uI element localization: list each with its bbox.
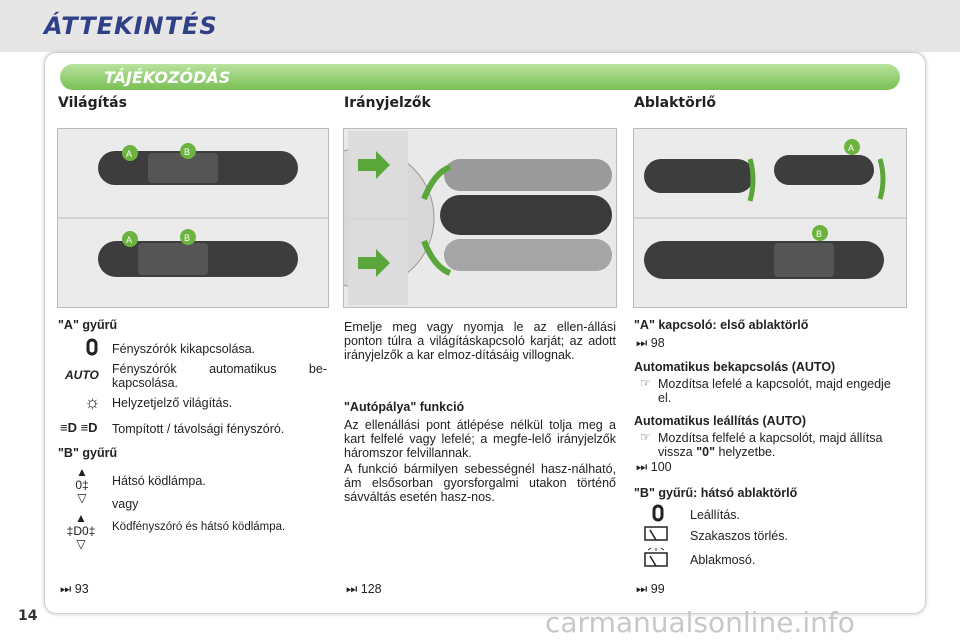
a-item-off: Fényszórók kikapcsolása. [112,342,256,356]
indicator-para-2: Az ellenállási pont átlépése nélkül tolja meg a kart felfelé vagy lefelé; a megfe-lelő irányjelzők háromszor felvillannak. [344,418,616,460]
a-item-auto: Fényszórók automatikus be-kapcsolása. [112,362,327,390]
auto-off-position: "0" [696,445,716,459]
front-rear-fog-icon: ▲ ‡D0‡ ▽ [66,511,96,551]
ref-indicators-number: 128 [360,582,382,596]
section-title: TÁJÉKOZÓDÁS [104,68,231,87]
headlight-icon: ≡D ≡D [60,420,98,435]
page-title: ÁTTEKINTÉS [44,12,218,40]
ref-arrow-icon: ⏭ [346,582,358,596]
wiper-stalk-image [633,128,907,308]
page-number: 14 [18,608,38,624]
ref-front-wiper-number: 98 [650,336,665,350]
auto-off-text-part2: helyzetbe. [715,445,776,459]
b-item-or: vagy [112,497,139,511]
ref-wipers-number: 99 [650,582,665,596]
svg-text:A: A [126,149,133,159]
ref-front-wiper [636,336,665,351]
ref-auto-number: 100 [650,460,672,474]
auto-on-heading: Automatikus bekapcsolás (AUTO) [634,360,836,374]
switch-a-heading: "A" kapcsoló: első ablaktörlő [634,318,809,332]
motorway-heading: "Autópálya" funkció [344,400,465,414]
auto-off-text [658,431,898,459]
ref-arrow-icon: ⏭ [636,582,648,596]
auto-icon: AUTO [65,368,99,382]
wipers-title: Ablaktörlő [634,95,717,111]
sidelight-icon: ☼ [84,392,101,412]
rear-fog-icon: ▲ 0‡ ▽ [75,465,89,505]
indicator-para-1: Emelje meg vagy nyomja le az ellen-állási ponton túlra a világításkapcsoló karját; az adott irányjelzők a kar elmoz-dításáig villognak. [344,320,616,362]
indicator-stalk-image [343,128,617,308]
ref-lighting [60,582,89,597]
svg-text:B: B [816,229,823,239]
rear-wiper-washer: Ablakmosó. [690,553,756,567]
watermark: carmanualsonline.info [545,606,855,639]
ref-arrow-icon: ⏭ [60,582,72,596]
rear-wiper-stop: Leállítás. [690,508,741,522]
indicator-para-3: A funkció bármilyen sebességnél hasz-nálható, ám elsősorban gyorsforgalmi utakon történő sávváltás esetén hasz-nos. [344,462,616,504]
lighting-title: Világítás [58,95,127,111]
lighting-stalk-image [57,128,329,308]
ref-arrow-icon: ⏭ [636,460,648,474]
b-item-rear-fog: Hátsó ködlámpa. [112,474,206,488]
a-item-sidelights: Helyzetjelző világítás. [112,396,233,410]
auto-off-heading: Automatikus leállítás (AUTO) [634,414,807,428]
auto-off-text-part1: Mozdítsa felfelé a kapcsolót, majd állítsa vissza [658,431,883,459]
intermittent-wipe-icon [644,526,668,544]
svg-text:A: A [848,143,855,153]
ring-a-heading: "A" gyűrű [58,318,118,332]
svg-text:B: B [184,233,191,243]
ref-auto [636,460,672,475]
ring-b-heading: "B" gyűrű [58,446,118,460]
lights-off-icon [86,338,98,356]
wiper-off-icon [652,504,664,522]
rear-wiper-heading: "B" gyűrű: hátsó ablaktörlő [634,486,798,500]
ref-indicators [346,582,382,597]
svg-text:A: A [126,235,133,245]
ref-wipers [636,582,665,597]
indicators-title: Irányjelzők [344,95,431,111]
svg-text:B: B [184,147,191,157]
pointer-icon: ☞ [640,376,651,390]
ref-lighting-number: 93 [74,582,89,596]
ref-arrow-icon: ⏭ [636,336,648,350]
washer-icon [644,546,668,570]
a-item-headlights: Tompított / távolsági fényszóró. [112,422,285,436]
b-item-front-rear-fog: Ködfényszóró és hátsó ködlámpa. [112,521,286,533]
pointer-icon: ☞ [640,430,651,444]
auto-on-text: Mozdítsa lefelé a kapcsolót, majd engedje el. [658,377,891,405]
rear-wiper-intermittent: Szakaszos törlés. [690,529,788,543]
